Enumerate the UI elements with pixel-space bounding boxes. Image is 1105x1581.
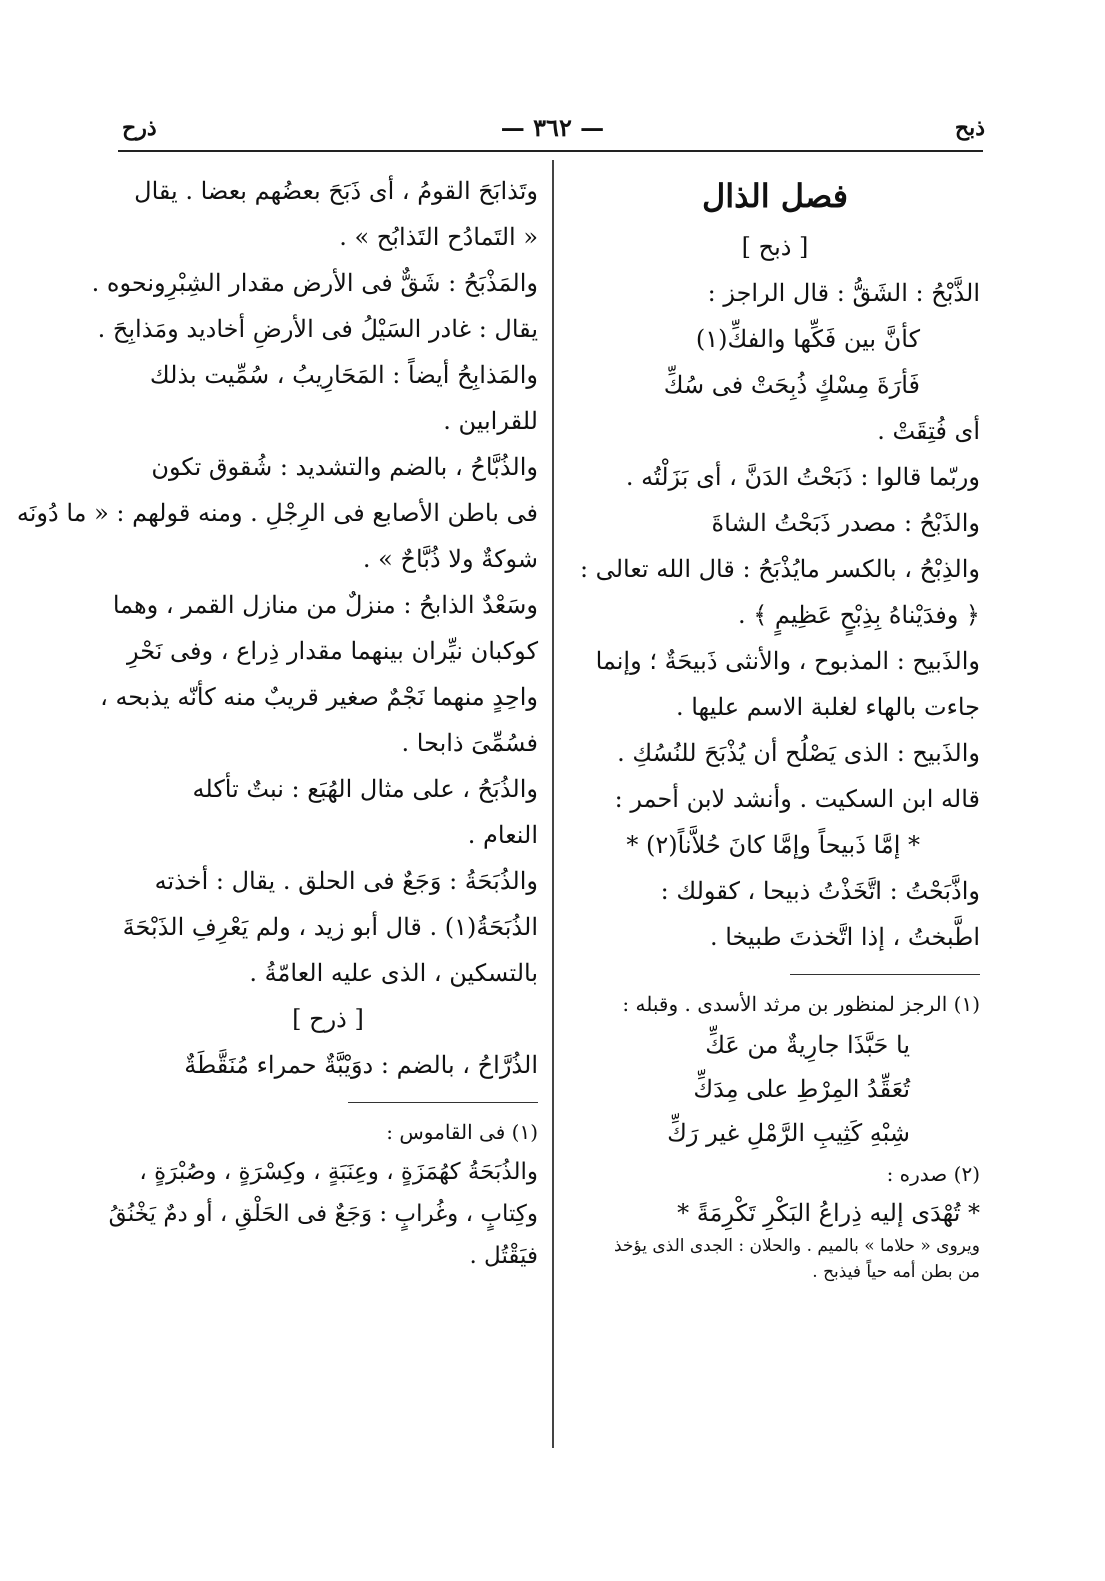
section-title: فصل الذال: [702, 177, 848, 215]
entry-line: وربّما قالوا : ذَبَحْتُ الدَنَّ ، أى بَزَلْتُه .: [625, 463, 980, 491]
footnotes-left: [108, 1113, 538, 1277]
entry-line: للقرابين .: [443, 407, 538, 435]
footnote-verse: تُعَقِّدُ المِرْطِ على مِدَكِّ: [693, 1075, 910, 1103]
entry-line: بالتسكين ، الذى عليه العامّةُ .: [249, 959, 538, 987]
entry-line: والذُبَّاحُ ، بالضم والتشديد : شُقوق تكون: [151, 453, 538, 481]
footnote-2-verse: * تُهْدَى إليه ذِراعُ البَكْرِ تَكْرِمَةً *: [677, 1199, 980, 1227]
entry-line: والذُبَحُ ، على مثال الهُبَع : نبتٌ تأكله: [192, 775, 538, 803]
entry-heading-dharh: [ ذرح ]: [292, 1005, 364, 1033]
entry-line: شوكةٌ ولا ذُبَّاحٌ » .: [362, 545, 538, 573]
entry-line: الذُبَحَةُ(١) . قال أبو زيد ، ولم يَعْرِفِ الذَبْحَةَ: [122, 913, 538, 941]
footnote-verse: شِبْهِ كَثِيبِ الرَّمْلِ غير رَكِّ: [667, 1119, 910, 1147]
entry-line: واحِدٍ منهما نَجْمٌ صغير قريبٌ منه كأنّه يذبحه ،: [100, 683, 538, 711]
entry-line: والمَذْبَحُ : شَقٌّ فى الأرض مقدار الشِبْرِونحوه .: [91, 269, 538, 297]
left-column: [16, 168, 538, 1277]
page-number: — ٣٦٢ —: [500, 113, 605, 142]
entry-line: كوكبان نيِّران بينهما مقدار ذِراع ، وفى نَحْرِ: [126, 637, 538, 665]
quran-quote: ﴿ وفدَيْناهُ بِذِبْحٍ عَظِيمٍ ﴾ .: [737, 601, 980, 629]
footnote-2-intro: (٢) صدره :: [886, 1162, 980, 1186]
entry-line: واذَّبَحْتُ : اتَّخَذْتُ ذبيحا ، كقولك :: [660, 877, 980, 905]
footnote-line: وكِتابٍ ، وغُرابٍ : وَجَعٌ فى الحَلْقِ ، أو دمٌ يَخْنُقُ: [108, 1201, 538, 1227]
entry-line: والذَبيح : الذى يَصْلُح أن يُذْبَحَ للنُسُكِ .: [617, 739, 980, 767]
right-column: [570, 168, 980, 1285]
footnote-2-note: من بطن أمه حياً فيذبح .: [812, 1262, 980, 1282]
entry-line: والذِبْحُ ، بالكسر مايُذْبَحُ : قال الله تعالى :: [579, 555, 980, 583]
entry-line: وتَذابَحَ القومُ ، أى ذَبَحَ بعضُهم بعضا . يقال: [134, 177, 538, 205]
header-rule: [118, 150, 983, 152]
entry-line: والمَذابِحُ أيضاً : المَحَارِيبُ ، سُمِّيت بذلك: [149, 361, 538, 389]
footnote-1-intro: (١) فى القاموس :: [386, 1120, 538, 1144]
footnote-rule: [348, 1102, 538, 1103]
entry-line: والذَبْحُ : مصدر ذَبَحْتُ الشاةَ: [711, 509, 980, 537]
footnote-verse: يا حَبَّذَا جارِيةٌ من عَكِّ: [705, 1031, 910, 1059]
footnotes-right: [570, 985, 980, 1285]
entry-heading-dhabh: [ ذبح ]: [741, 233, 809, 261]
column-divider: [552, 160, 554, 1448]
footnote-rule: [790, 974, 980, 975]
footnote-2-note: ويروى « حلاما » بالميم . والحلان : الجدى الذى يؤخذ: [613, 1236, 980, 1256]
entry-line: وسَعْدٌ الذابحُ : منزلٌ من منازل القمر ، وهما: [112, 591, 538, 619]
header-root-left: ذرح: [122, 115, 157, 141]
verse-line: فَأرَةَ مِسْكٍ ذُبِحَتْ فى سُكِّ: [663, 371, 920, 399]
entry-line: قاله ابن السكيت . وأنشد لابن أحمر :: [614, 785, 980, 813]
entry-line: النعام .: [467, 821, 538, 849]
entry-line: فسُمِّىَ ذابحا .: [401, 729, 538, 757]
entry-line: يقال : غادر السَيْلُ فى الأرضِ أخاديد ومَذابِحَ .: [97, 315, 538, 343]
entry-line: والذَبيح : المذبوح ، والأنثى ذَبيحَةٌ ؛ وإنما: [595, 647, 980, 675]
entry-line: أى فُتِقَتْ .: [877, 417, 980, 445]
footnote-line: فيَقْتُل .: [469, 1243, 538, 1269]
entry-line: الذَّبْحُ : الشَقُّ : قال الراجز :: [707, 279, 980, 307]
entry-line: فى باطن الأصابع فى الرِجْلِ . ومنه قولهم : « ما دُونَه: [16, 499, 538, 527]
footnote-1-intro: (١) الرجز لمنظور بن مرثد الأسدى . وقبله :: [622, 992, 980, 1016]
entry-line: والذُبَحَةُ : وَجَعٌ فى الحلق . يقال : أخذته: [154, 867, 538, 895]
verse-line: * إمَّا ذَبيحاً وإمَّا كانَ حُلاَّناً(٢) *: [626, 831, 920, 859]
entry-line: جاءت بالهاء لغلبة الاسم عليها .: [675, 693, 980, 721]
entry-line: الذُرَّاحُ ، بالضم : دوَيْبَّةٌ حمراء مُنَقَّطَةٌ: [184, 1051, 538, 1079]
entry-line: اطَّبختُ ، إذا اتَّخذتَ طبيخا .: [709, 923, 980, 951]
verse-line: كأنَّ بين فَكِّها والفكِّ(١): [695, 325, 920, 353]
header-root-right: ذبح: [954, 115, 985, 141]
entry-line: « التَمادُح التَذابُح » .: [339, 223, 538, 251]
footnote-line: والذُبَحَةُ كهُمَزَةٍ ، وعِنَبَةٍ ، وكِسْرَةٍ ، وصُبْرَةٍ ،: [139, 1159, 538, 1185]
